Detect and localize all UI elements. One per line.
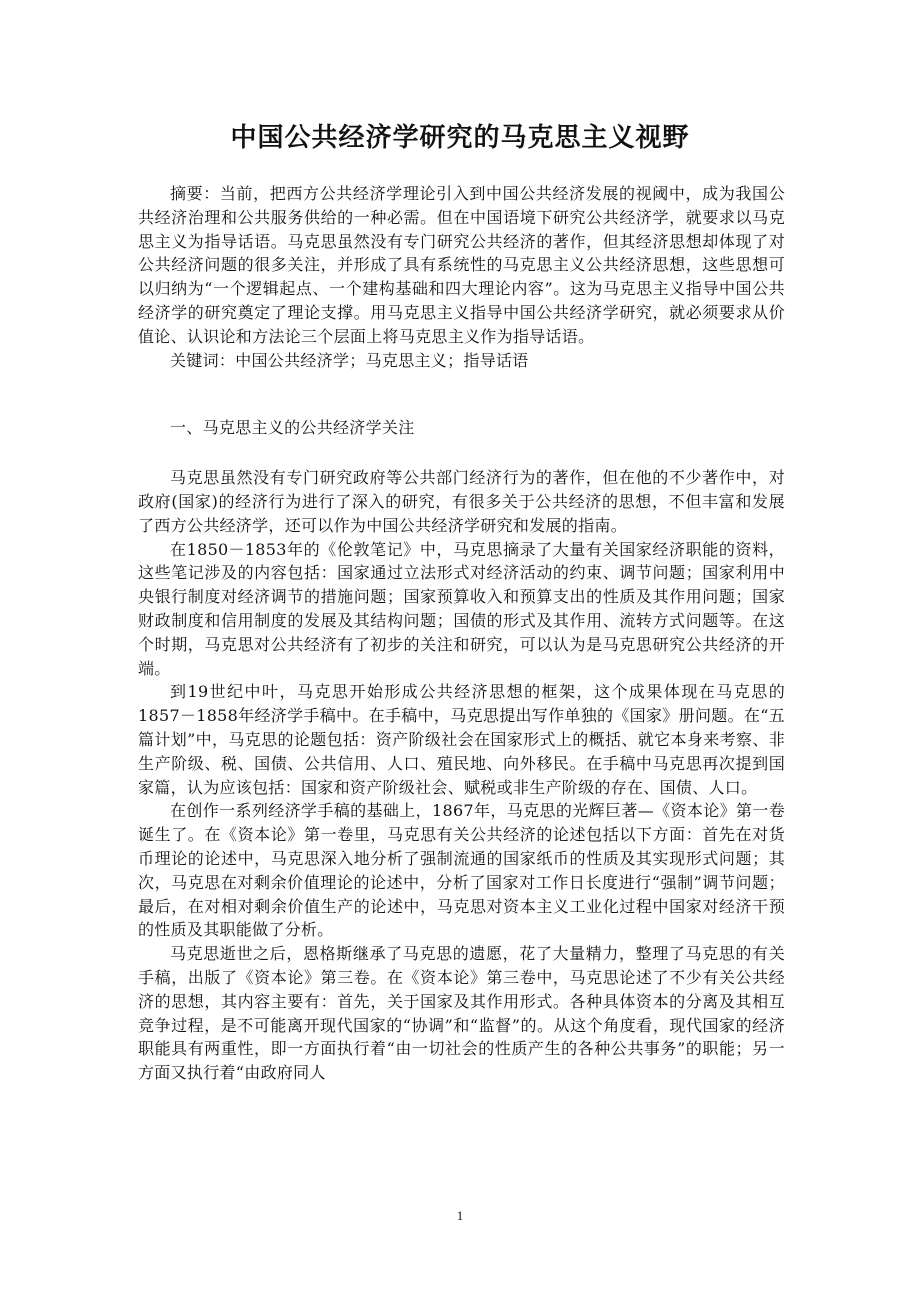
document-title: 中国公共经济学研究的马克思主义视野	[230, 123, 690, 153]
body-paragraph-3: 到19世纪中叶，马克思开始形成公共经济思想的框架，这个成果体现在马克思的1857－1858年经济学手稿中。在手稿中，马克思提出写作单独的《国家》册问题。在“五篇计划”中，马克思的论题包括：资产阶级社会在国家形式上的概括、就它本身来考察、非生产阶级、税、国债、公共信用、人口、殖民地、向外移民。在手稿中马克思再次提到国家篇，认为应该包括：国家和资产阶级社会、赋税或非生产阶级的存在、国债、人口。	[138, 682, 785, 797]
document-body	[138, 182, 785, 1085]
body-paragraph-2: 在1850－1853年的《伦敦笔记》中，马克思摘录了大量有关国家经济职能的资料，这些笔记涉及的内容包括：国家通过立法形式对经济活动的约束、调节问题；国家利用中央银行制度对经济调节的措施问题；国家预算收入和预算支出的性质及其作用问题；国家财政制度和信用制度的发展及其结构问题；国债的形式及其作用、流转方式问题等。在这个时期，马克思对公共经济有了初步的关注和研究，可以认为是马克思研究公共经济的开端。	[138, 539, 785, 678]
page-number: 1	[456, 1208, 464, 1223]
paragraph-spacer	[138, 440, 785, 466]
body-paragraph-5: 马克思逝世之后，恩格斯继承了马克思的遗愿，花了大量精力，整理了马克思的有关手稿，出版了《资本论》第三卷。在《资本论》第三卷中，马克思论述了不少有关公共经济的思想，其内容主要有：首先，关于国家及其作用形式。各种具体资本的分离及其相互竞争过程，是不可能离开现代国家的“协调”和“监督”的。从这个角度看，现代国家的经济职能具有两重性，即一方面执行着“由一切社会的性质产生的各种公共事务”的职能；另一方面又执行着“由政府同人	[138, 944, 785, 1083]
abstract-paragraph: 摘要：当前，把西方公共经济学理论引入到中国公共经济发展的视阈中，成为我国公共经济治理和公共服务供给的一种必需。但在中国语境下研究公共经济学，就要求以马克思主义为指导话语。马克思虽然没有专门研究公共经济的著作，但其经济思想却体现了对公共经济问题的很多关注，并形成了具有系统性的马克思主义公共经济思想，这些思想可以归纳为“一个逻辑起点、一个建构基础和四大理论内容”。这为马克思主义指导中国公共经济学的研究奠定了理论支撑。用马克思主义指导中国公共经济学研究，就必须要求从价值论、认识论和方法论三个层面上将马克思主义作为指导话语。	[138, 184, 785, 346]
keywords-line: 关键词：中国公共经济学；马克思主义；指导话语	[170, 350, 529, 370]
section-spacer	[138, 372, 785, 416]
body-paragraph-1: 马克思虽然没有专门研究政府等公共部门经济行为的著作，但在他的不少著作中，对政府(国家)的经济行为进行了深入的研究，有很多关于公共经济的思想，不但丰富和发展了西方公共经济学，还可以作为中国公共经济学研究和发展的指南。	[138, 468, 785, 535]
section-heading: 一、马克思主义的公共经济学关注	[170, 418, 415, 438]
body-paragraph-4: 在创作一系列经济学手稿的基础上，1867年，马克思的光辉巨著—《资本论》第一卷诞生了。在《资本论》第一卷里，马克思有关公共经济的论述包括以下方面：首先在对货币理论的论述中，马克思深入地分析了强制流通的国家纸币的性质及其实现形式问题；其次，马克思在对剩余价值理论的论述中，分析了国家对工作日长度进行“强制”调节问题；最后，在对相对剩余价值生产的论述中，马克思对资本主义工业化过程中国家对经济干预的性质及其职能做了分析。	[138, 801, 785, 940]
